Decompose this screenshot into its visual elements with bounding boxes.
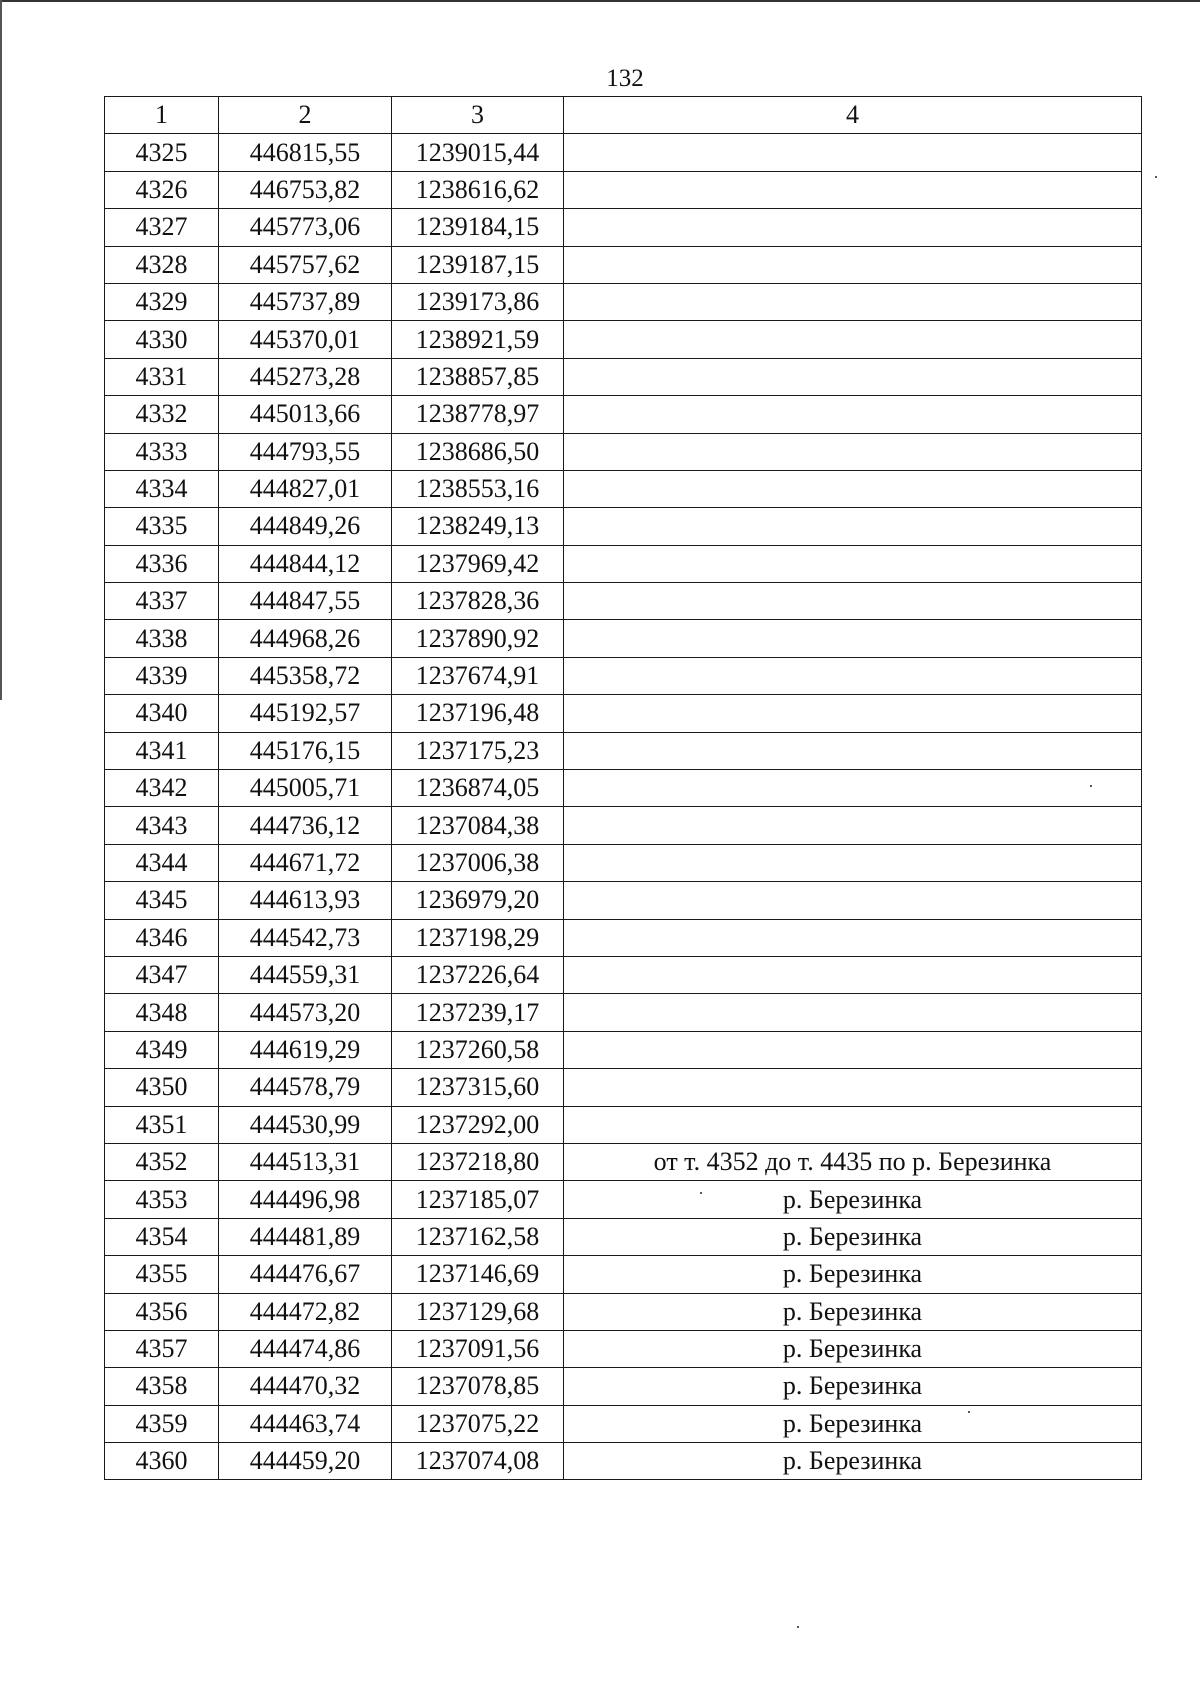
y-coordinate-cell: 1237315,60: [392, 1069, 564, 1106]
y-coordinate-cell: 1237226,64: [392, 956, 564, 993]
x-coordinate-cell: 445757,62: [219, 246, 392, 283]
y-coordinate-cell: 1237075,22: [392, 1405, 564, 1442]
point-number-cell: 4344: [105, 844, 219, 881]
table-row: [105, 1368, 1142, 1405]
x-coordinate-cell: 444481,89: [219, 1218, 392, 1255]
y-coordinate-cell: 1237674,91: [392, 657, 564, 694]
x-coordinate-cell: 445013,66: [219, 396, 392, 433]
y-coordinate-cell: 1237292,00: [392, 1106, 564, 1143]
x-coordinate-cell: 444496,98: [219, 1181, 392, 1218]
table-row: [105, 1031, 1142, 1068]
description-cell: [564, 209, 1142, 246]
table-row: [105, 1405, 1142, 1442]
description-cell: р. Березинка: [564, 1330, 1142, 1367]
x-coordinate-cell: 444530,99: [219, 1106, 392, 1143]
description-cell: р. Березинка: [564, 1443, 1142, 1480]
description-cell: р. Березинка: [564, 1293, 1142, 1330]
table-row: [105, 994, 1142, 1031]
x-coordinate-cell: 444463,74: [219, 1405, 392, 1442]
point-number-cell: 4327: [105, 209, 219, 246]
point-number-cell: 4332: [105, 396, 219, 433]
description-cell: [564, 844, 1142, 881]
x-coordinate-cell: 444474,86: [219, 1330, 392, 1367]
point-number-cell: 4348: [105, 994, 219, 1031]
y-coordinate-cell: 1237084,38: [392, 807, 564, 844]
table-row: [105, 171, 1142, 208]
description-cell: [564, 956, 1142, 993]
point-number-cell: 4339: [105, 657, 219, 694]
y-coordinate-cell: 1237006,38: [392, 844, 564, 881]
x-coordinate-cell: 444619,29: [219, 1031, 392, 1068]
y-coordinate-cell: 1237198,29: [392, 919, 564, 956]
x-coordinate-cell: 444472,82: [219, 1293, 392, 1330]
description-cell: [564, 1106, 1142, 1143]
table-row: [105, 1218, 1142, 1255]
table-row: [105, 844, 1142, 881]
x-coordinate-cell: 444849,26: [219, 508, 392, 545]
point-number-cell: 4326: [105, 171, 219, 208]
table-row: [105, 1069, 1142, 1106]
y-coordinate-cell: 1239184,15: [392, 209, 564, 246]
y-coordinate-cell: 1237091,56: [392, 1330, 564, 1367]
x-coordinate-cell: 445005,71: [219, 770, 392, 807]
table-row: [105, 396, 1142, 433]
description-cell: [564, 620, 1142, 657]
point-number-cell: 4355: [105, 1256, 219, 1293]
point-number-cell: 4338: [105, 620, 219, 657]
y-coordinate-cell: 1237828,36: [392, 583, 564, 620]
description-cell: [564, 732, 1142, 769]
table-row: [105, 1443, 1142, 1480]
point-number-cell: 4359: [105, 1405, 219, 1442]
page-number: 132: [606, 65, 644, 92]
point-number-cell: 4352: [105, 1143, 219, 1180]
table-row: [105, 620, 1142, 657]
description-cell: [564, 807, 1142, 844]
description-cell: [564, 283, 1142, 320]
x-coordinate-cell: 446815,55: [219, 134, 392, 171]
y-coordinate-cell: 1237890,92: [392, 620, 564, 657]
x-coordinate-cell: 444559,31: [219, 956, 392, 993]
point-number-cell: 4356: [105, 1293, 219, 1330]
table-row: [105, 956, 1142, 993]
x-coordinate-cell: 445370,01: [219, 321, 392, 358]
x-coordinate-cell: 445773,06: [219, 209, 392, 246]
point-number-cell: 4349: [105, 1031, 219, 1068]
point-number-cell: 4343: [105, 807, 219, 844]
point-number-cell: 4331: [105, 358, 219, 395]
point-number-cell: 4329: [105, 283, 219, 320]
table-row: [105, 246, 1142, 283]
description-cell: р. Березинка: [564, 1181, 1142, 1218]
y-coordinate-cell: 1237196,48: [392, 695, 564, 732]
table-row: [105, 470, 1142, 507]
table-row: [105, 209, 1142, 246]
description-cell: [564, 358, 1142, 395]
table-row: [105, 508, 1142, 545]
header-cell-3: 3: [392, 97, 564, 134]
x-coordinate-cell: 444470,32: [219, 1368, 392, 1405]
header-cell-1: 1: [105, 97, 219, 134]
point-number-cell: 4358: [105, 1368, 219, 1405]
y-coordinate-cell: 1237175,23: [392, 732, 564, 769]
table-row: [105, 358, 1142, 395]
table-row: [105, 1256, 1142, 1293]
table-row: [105, 283, 1142, 320]
y-coordinate-cell: 1238857,85: [392, 358, 564, 395]
table-row: [105, 882, 1142, 919]
header-cell-2: 2: [219, 97, 392, 134]
x-coordinate-cell: 444793,55: [219, 433, 392, 470]
point-number-cell: 4334: [105, 470, 219, 507]
description-cell: [564, 396, 1142, 433]
table-row: [105, 657, 1142, 694]
header-cell-4: 4: [564, 97, 1142, 134]
table-row: [105, 1143, 1142, 1180]
x-coordinate-cell: 444542,73: [219, 919, 392, 956]
x-coordinate-cell: 446753,82: [219, 171, 392, 208]
x-coordinate-cell: 445358,72: [219, 657, 392, 694]
description-cell: [564, 919, 1142, 956]
x-coordinate-cell: 444827,01: [219, 470, 392, 507]
x-coordinate-cell: 445273,28: [219, 358, 392, 395]
y-coordinate-cell: 1238249,13: [392, 508, 564, 545]
y-coordinate-cell: 1238686,50: [392, 433, 564, 470]
description-cell: [564, 770, 1142, 807]
x-coordinate-cell: 444736,12: [219, 807, 392, 844]
table-row: [105, 919, 1142, 956]
point-number-cell: 4357: [105, 1330, 219, 1367]
description-cell: [564, 695, 1142, 732]
table-row: [105, 807, 1142, 844]
point-number-cell: 4351: [105, 1106, 219, 1143]
description-cell: [564, 470, 1142, 507]
scan-edge-top: [0, 0, 1200, 2]
x-coordinate-cell: 444844,12: [219, 545, 392, 582]
point-number-cell: 4350: [105, 1069, 219, 1106]
point-number-cell: 4341: [105, 732, 219, 769]
description-cell: р. Березинка: [564, 1405, 1142, 1442]
description-cell: [564, 545, 1142, 582]
x-coordinate-cell: 445176,15: [219, 732, 392, 769]
point-number-cell: 4325: [105, 134, 219, 171]
y-coordinate-cell: 1238616,62: [392, 171, 564, 208]
coordinates-table: [104, 96, 1142, 1480]
point-number-cell: 4335: [105, 508, 219, 545]
y-coordinate-cell: 1237218,80: [392, 1143, 564, 1180]
scan-speck: [1090, 785, 1092, 787]
description-cell: [564, 583, 1142, 620]
y-coordinate-cell: 1237969,42: [392, 545, 564, 582]
point-number-cell: 4353: [105, 1181, 219, 1218]
scan-speck: [1155, 176, 1157, 178]
y-coordinate-cell: 1236874,05: [392, 770, 564, 807]
description-cell: [564, 508, 1142, 545]
point-number-cell: 4340: [105, 695, 219, 732]
table-row: [105, 1181, 1142, 1218]
point-number-cell: 4345: [105, 882, 219, 919]
table-row: [105, 583, 1142, 620]
description-cell: [564, 1031, 1142, 1068]
scan-speck: [797, 1626, 799, 1628]
description-cell: [564, 1069, 1142, 1106]
y-coordinate-cell: 1237239,17: [392, 994, 564, 1031]
table-row: [105, 732, 1142, 769]
x-coordinate-cell: 445192,57: [219, 695, 392, 732]
description-cell: [564, 134, 1142, 171]
x-coordinate-cell: 444573,20: [219, 994, 392, 1031]
description-cell: [564, 433, 1142, 470]
point-number-cell: 4360: [105, 1443, 219, 1480]
y-coordinate-cell: 1238921,59: [392, 321, 564, 358]
x-coordinate-cell: 444847,55: [219, 583, 392, 620]
y-coordinate-cell: 1238553,16: [392, 470, 564, 507]
y-coordinate-cell: 1237162,58: [392, 1218, 564, 1255]
x-coordinate-cell: 444513,31: [219, 1143, 392, 1180]
y-coordinate-cell: 1239187,15: [392, 246, 564, 283]
header-row: [105, 97, 1142, 134]
description-cell: р. Березинка: [564, 1368, 1142, 1405]
table-body: [105, 97, 1142, 1480]
table-row: [105, 321, 1142, 358]
description-cell: [564, 246, 1142, 283]
description-cell: [564, 994, 1142, 1031]
x-coordinate-cell: 444613,93: [219, 882, 392, 919]
table-row: [105, 545, 1142, 582]
table-row: [105, 134, 1142, 171]
point-number-cell: 4342: [105, 770, 219, 807]
description-cell: [564, 882, 1142, 919]
description-cell: р. Березинка: [564, 1256, 1142, 1293]
y-coordinate-cell: 1239173,86: [392, 283, 564, 320]
y-coordinate-cell: 1237074,08: [392, 1443, 564, 1480]
table-row: [105, 770, 1142, 807]
y-coordinate-cell: 1237260,58: [392, 1031, 564, 1068]
description-cell: [564, 321, 1142, 358]
point-number-cell: 4330: [105, 321, 219, 358]
x-coordinate-cell: 444671,72: [219, 844, 392, 881]
description-cell: р. Березинка: [564, 1218, 1142, 1255]
table-row: [105, 1330, 1142, 1367]
point-number-cell: 4336: [105, 545, 219, 582]
point-number-cell: 4347: [105, 956, 219, 993]
y-coordinate-cell: 1237185,07: [392, 1181, 564, 1218]
x-coordinate-cell: 444578,79: [219, 1069, 392, 1106]
point-number-cell: 4354: [105, 1218, 219, 1255]
point-number-cell: 4333: [105, 433, 219, 470]
y-coordinate-cell: 1237146,69: [392, 1256, 564, 1293]
y-coordinate-cell: 1239015,44: [392, 134, 564, 171]
y-coordinate-cell: 1237129,68: [392, 1293, 564, 1330]
point-number-cell: 4337: [105, 583, 219, 620]
x-coordinate-cell: 444459,20: [219, 1443, 392, 1480]
scan-speck: [700, 1192, 702, 1194]
point-number-cell: 4328: [105, 246, 219, 283]
table-row: [105, 695, 1142, 732]
x-coordinate-cell: 444968,26: [219, 620, 392, 657]
point-number-cell: 4346: [105, 919, 219, 956]
y-coordinate-cell: 1236979,20: [392, 882, 564, 919]
table-row: [105, 433, 1142, 470]
y-coordinate-cell: 1238778,97: [392, 396, 564, 433]
description-cell: от т. 4352 до т. 4435 по р. Березинка: [564, 1143, 1142, 1180]
table-row: [105, 1293, 1142, 1330]
description-cell: [564, 171, 1142, 208]
scan-edge-left: [0, 0, 2, 700]
x-coordinate-cell: 445737,89: [219, 283, 392, 320]
scan-speck: [968, 1411, 970, 1413]
table-row: [105, 1106, 1142, 1143]
y-coordinate-cell: 1237078,85: [392, 1368, 564, 1405]
description-cell: [564, 657, 1142, 694]
x-coordinate-cell: 444476,67: [219, 1256, 392, 1293]
